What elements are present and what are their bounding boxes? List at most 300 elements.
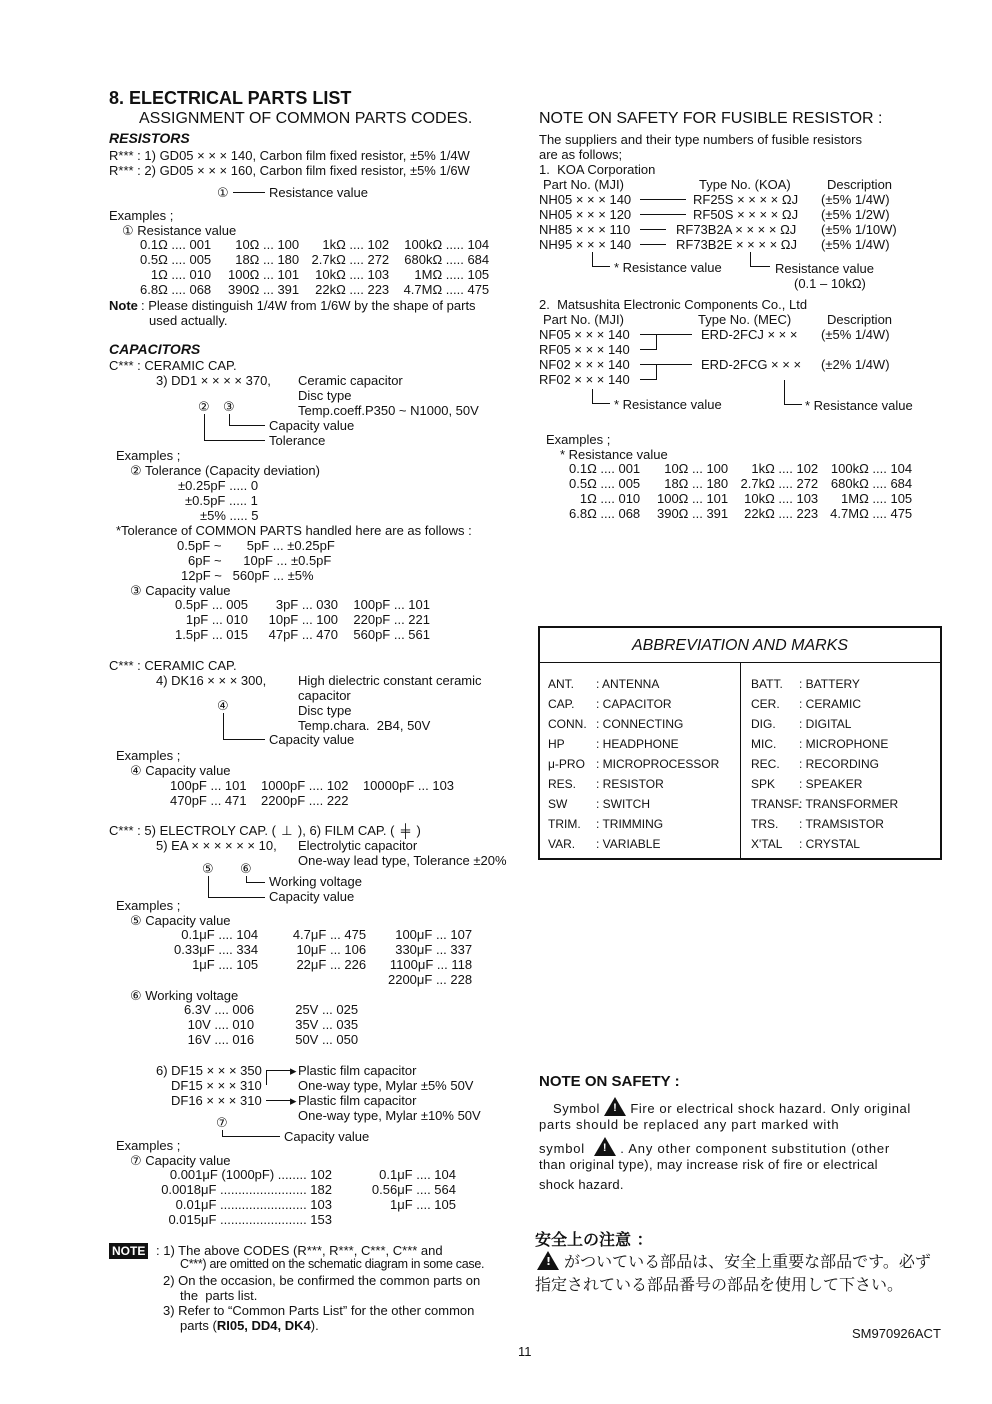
table-row xyxy=(565,461,916,476)
mat-col-part: Part No. (MJI) xyxy=(543,312,624,327)
table-cell: 2.7kΩ .... 272 xyxy=(740,476,819,491)
leader-line xyxy=(784,380,785,404)
text: parts ( xyxy=(180,1318,217,1333)
table-row xyxy=(136,267,493,282)
abbreviation-row xyxy=(548,774,719,794)
arrow-line xyxy=(640,214,686,215)
table-row xyxy=(136,237,493,252)
note-line-3b xyxy=(180,1318,319,1333)
ea-desc: Electrolytic capacitor xyxy=(298,838,418,853)
abbreviation-meaning: : RESISTOR xyxy=(596,777,664,791)
abbreviation-meaning: : DIGITAL xyxy=(799,717,852,731)
electrolytic-cap-icon: ⊥ xyxy=(281,823,293,838)
subtitle: ASSIGNMENT OF COMMON PARTS CODES. xyxy=(139,110,473,127)
table-cell xyxy=(336,1212,460,1227)
df-desc: One-way type, Mylar ±5% 50V xyxy=(298,1078,474,1093)
table-cell: 22kΩ .... 223 xyxy=(744,506,819,521)
table-cell: 0.1μF .... 104 xyxy=(181,927,259,942)
ea-code: 5) EA × × × × × × 10, xyxy=(156,838,277,853)
common-row: 0.5pF ~ 5pF ... ±0.25pF xyxy=(177,538,335,553)
mat-part: NF02 × × × 140 xyxy=(539,357,630,372)
safety-heading: NOTE ON SAFETY : xyxy=(539,1073,680,1090)
abbreviation-meaning: : BATTERY xyxy=(799,677,860,691)
table-row xyxy=(170,942,476,957)
arrow-icon: ▸ xyxy=(290,1093,297,1108)
abbreviation-key: SW xyxy=(548,797,568,811)
abbreviation-row xyxy=(751,734,898,754)
table-cell: 2.7kΩ .... 272 xyxy=(311,252,390,267)
resistor-line-1: R*** : 1) GD05 × × × 140, Carbon film fixed resistor, ±5% 1/4W xyxy=(109,148,470,163)
working-voltage-label: Working voltage xyxy=(269,874,362,889)
koa-type: RF73B2A × × × × ΩJ xyxy=(676,222,797,237)
table-cell: 1100μF ... 118 xyxy=(389,957,473,972)
leader-line xyxy=(229,425,265,426)
table-row xyxy=(565,476,916,491)
marker-1: ① xyxy=(217,185,229,200)
leader-line xyxy=(750,266,770,267)
resistor-line-2: R*** : 2) GD05 × × × 160, Carbon film fixed resistor, ±5% 1/6W xyxy=(109,163,470,178)
safety-line-2: parts should be replaced any part marked with xyxy=(539,1117,840,1132)
table-cell: 10Ω ... 100 xyxy=(235,237,300,252)
table-cell: 1kΩ .... 102 xyxy=(322,237,390,252)
examples-label: Examples ; xyxy=(546,432,611,447)
table-cell: 50V ... 050 xyxy=(295,1032,359,1047)
abbreviation-key: X'TAL xyxy=(751,837,783,851)
film-cap-icon: ╪ xyxy=(400,823,411,838)
table-cell: 1.5pF ... 015 xyxy=(175,627,248,642)
leader-line xyxy=(592,389,593,403)
table-cell: 390Ω ... 391 xyxy=(656,506,729,521)
table-cell: 100kΩ .... 104 xyxy=(830,461,913,476)
abbreviation-key: SPK xyxy=(751,777,776,791)
df-desc: Plastic film capacitor xyxy=(298,1063,417,1078)
abbreviation-key: REC. xyxy=(751,757,780,771)
note-text-2: used actually. xyxy=(149,313,228,328)
table-cell: 10V .... 010 xyxy=(187,1017,255,1032)
koa-type: RF50S × × × × ΩJ xyxy=(693,207,799,222)
leader-line xyxy=(233,192,265,193)
mat-resistance-label-2: * Resistance value xyxy=(805,398,913,413)
abbreviation-row xyxy=(548,814,719,834)
fusible-intro: The suppliers and their type numbers of fusible resistors xyxy=(539,132,862,147)
electrolytic-capacity-table xyxy=(170,927,476,987)
table-cell: 680kΩ ..... 684 xyxy=(404,252,490,267)
note-tag xyxy=(109,1242,148,1260)
table-cell: 6.3V .... 006 xyxy=(184,1002,255,1017)
example-heading: ① Resistance value xyxy=(122,223,237,238)
leader-line xyxy=(266,1100,290,1101)
abbreviation-key: MIC. xyxy=(751,737,777,751)
table-cell: 0.56μF .... 564 xyxy=(371,1182,456,1197)
note-line-2: 2) On the occasion, be confirmed the common parts on xyxy=(163,1273,481,1288)
table-row xyxy=(168,597,434,612)
leader-line xyxy=(750,252,751,266)
leader-line xyxy=(223,739,265,740)
warning-mark: ! xyxy=(613,1102,618,1114)
abbreviation-row xyxy=(751,694,898,714)
koa-desc: (±5% 1/2W) xyxy=(821,207,890,222)
jp-safety-line-1 xyxy=(537,1249,931,1272)
abbreviation-list-left xyxy=(548,674,719,854)
ceramic-cap-heading: C*** : CERAMIC CAP. xyxy=(109,358,237,373)
warning-icon xyxy=(594,1137,616,1156)
examples-label: Examples ; xyxy=(109,208,174,223)
table-cell: 10Ω ... 100 xyxy=(664,461,729,476)
abbreviation-meaning: : HEADPHONE xyxy=(596,737,679,751)
table-row xyxy=(565,491,916,506)
abbreviation-row xyxy=(548,674,719,694)
table-cell: 220pF ... 221 xyxy=(353,612,430,627)
safety-line-1 xyxy=(553,1097,911,1116)
table-cell: 1μF .... 105 xyxy=(192,957,259,972)
koa-resistance-range: (0.1 – 10kΩ) xyxy=(794,276,866,291)
leader-line xyxy=(592,403,610,404)
table-cell: 22kΩ .... 223 xyxy=(315,282,390,297)
abbreviation-meaning: : MICROPROCESSOR xyxy=(596,757,720,771)
table-cell: 10pF ... 100 xyxy=(268,612,338,627)
table-cell: 100Ω ... 101 xyxy=(656,491,729,506)
abbreviation-meaning: : MICROPHONE xyxy=(799,737,889,751)
mat-part: RF02 × × × 140 xyxy=(539,372,630,387)
koa-desc: (±5% 1/4W) xyxy=(821,237,890,252)
safety-line-5: shock hazard. xyxy=(539,1177,624,1192)
table-cell: 0.33μF .... 334 xyxy=(174,942,259,957)
abbreviation-key: CAP. xyxy=(548,697,575,711)
tolerance-row: ±0.25pF ..... 0 xyxy=(178,478,259,493)
safety-line-3 xyxy=(539,1137,890,1156)
koa-col-type: Type No. (KOA) xyxy=(699,177,791,192)
ea-desc: One-way lead type, Tolerance ±20% xyxy=(298,853,507,868)
table-cell: 100Ω ... 101 xyxy=(227,267,300,282)
mat-resistance-label: * Resistance value xyxy=(614,397,722,412)
abbreviation-meaning: : TRANSFORMER xyxy=(799,797,899,811)
abbreviation-row xyxy=(548,714,719,734)
marker-2: ② xyxy=(198,399,210,414)
table-cell: 1MΩ ..... 105 xyxy=(414,267,490,282)
capacity-table xyxy=(168,597,434,642)
dd1-desc-2: Disc type xyxy=(298,388,352,403)
tolerance-row: ±5% ..... 5 xyxy=(200,508,259,523)
leader-line xyxy=(246,882,265,883)
table-cell: 4.7μF ... 475 xyxy=(292,927,367,942)
abbreviation-key: ANT. xyxy=(548,677,575,691)
table-row xyxy=(168,627,434,642)
examples-label: Examples ; xyxy=(116,898,181,913)
table-cell: 10kΩ .... 103 xyxy=(744,491,819,506)
text: . Any other component substitution (other xyxy=(620,1141,891,1156)
table-cell: 35V ... 035 xyxy=(295,1017,359,1032)
leader-line xyxy=(784,404,802,405)
note-line-3: 3) Refer to “Common Parts List” for the other common xyxy=(163,1303,475,1318)
arrow-line xyxy=(640,199,686,200)
divider xyxy=(740,662,741,858)
table-row xyxy=(150,1212,460,1227)
common-row: 12pF ~ 560pF ... ±5% xyxy=(181,568,314,583)
dk16-desc: High dielectric constant ceramic xyxy=(298,673,482,688)
df-desc: One-way type, Mylar ±10% 50V xyxy=(298,1108,481,1123)
table-cell: 1MΩ .... 105 xyxy=(841,491,913,506)
abbreviation-meaning: : SWITCH xyxy=(596,797,650,811)
fusible-intro-2: are as follows; xyxy=(539,147,623,162)
table-cell: 100pF ... 101 xyxy=(353,597,430,612)
abbreviation-meaning: : CAPACITOR xyxy=(596,697,672,711)
text: Symbol xyxy=(553,1101,600,1116)
leader-line xyxy=(223,713,224,739)
abbreviation-title: ABBREVIATION AND MARKS xyxy=(540,628,940,663)
abbreviation-list-right xyxy=(751,674,898,854)
note-label: Note xyxy=(109,298,138,313)
koa-type: RF25S × × × × ΩJ xyxy=(693,192,799,207)
abbreviation-key: CER. xyxy=(751,697,780,711)
marker-3: ③ xyxy=(223,399,235,414)
table-cell: 18Ω ... 180 xyxy=(235,252,300,267)
fusible-heading: NOTE ON SAFETY FOR FUSIBLE RESISTOR : xyxy=(539,110,883,127)
koa-col-desc: Description xyxy=(827,177,893,192)
abbreviation-key: VAR. xyxy=(548,837,576,851)
leader-line xyxy=(204,440,265,441)
table-cell: 6.8Ω .... 068 xyxy=(140,282,212,297)
common-row: 6pF ~ 10pF ... ±0.5pF xyxy=(188,553,332,568)
table-cell: 0.0018μF ........................ 182 xyxy=(161,1182,332,1197)
electrolytic-heading xyxy=(109,823,421,838)
tolerance-heading: ② Tolerance (Capacity deviation) xyxy=(130,463,320,478)
table-cell: 0.5pF ... 005 xyxy=(175,597,248,612)
dd1-desc-1: Ceramic capacitor xyxy=(298,373,403,388)
examples-label: Examples ; xyxy=(116,1138,181,1153)
note-line-1b: C***) are omitted on the schematic diagram in some case. xyxy=(180,1257,485,1271)
df-code: DF15 × × × 310 xyxy=(171,1078,262,1093)
tolerance-label: Tolerance xyxy=(269,433,326,448)
capacity-value-label: Capacity value xyxy=(269,418,355,433)
warning-mark: ! xyxy=(602,1142,608,1154)
table-cell: 0.1Ω .... 001 xyxy=(569,461,641,476)
table-cell: 10kΩ .... 103 xyxy=(315,267,390,282)
resistors-heading: RESISTORS xyxy=(109,130,190,146)
tolerance-row: ±0.5pF ..... 1 xyxy=(185,493,258,508)
mat-desc-2: (±2% 1/4W) xyxy=(821,357,890,372)
table-cell: 0.1μF .... 104 xyxy=(379,1167,456,1182)
table-cell: 1kΩ .... 102 xyxy=(751,461,819,476)
capacity-heading-5: ⑤ Capacity value xyxy=(130,913,231,928)
abbreviation-key: DIG. xyxy=(751,717,776,731)
table-cell: 0.015μF ........................ 153 xyxy=(168,1212,332,1227)
abbreviation-row xyxy=(751,674,898,694)
leader-line xyxy=(208,876,209,897)
leader-line xyxy=(592,252,593,266)
arrow-line xyxy=(640,229,666,230)
capacity-value-label: Capacity value xyxy=(284,1129,370,1144)
table-cell: 0.1Ω .... 001 xyxy=(140,237,212,252)
bracket-line xyxy=(656,364,657,379)
abbreviation-meaning: : ANTENNA xyxy=(596,677,660,691)
dd1-code: 3) DD1 × × × × 370, xyxy=(156,373,271,388)
koa-desc: (±5% 1/10W) xyxy=(821,222,897,237)
jp-safety-heading: 安全上の注意 ： xyxy=(535,1230,653,1249)
electrolytic-heading-text: C*** : 5) ELECTROLY CAP. ( xyxy=(109,823,276,838)
table-row xyxy=(150,1167,460,1182)
examples-label: Examples ; xyxy=(116,448,181,463)
leader-line xyxy=(229,414,230,425)
koa-resistance-label-2: Resistance value xyxy=(775,261,874,276)
resistor-code-table xyxy=(136,237,493,297)
mat-part: RF05 × × × 140 xyxy=(539,342,630,357)
abbreviation-row xyxy=(548,694,719,714)
abbreviation-key: μ-PRO xyxy=(548,757,585,771)
abbreviation-meaning: : TRIMMING xyxy=(596,817,664,831)
table-cell: 0.5Ω .... 005 xyxy=(140,252,212,267)
table-cell: 4.7MΩ ..... 475 xyxy=(403,282,490,297)
working-voltage-heading: ⑥ Working voltage xyxy=(130,988,239,1003)
page-title: 8. ELECTRICAL PARTS LIST xyxy=(109,88,352,108)
table-cell: 1Ω .... 010 xyxy=(150,267,212,282)
capacitors-heading: CAPACITORS xyxy=(109,341,201,357)
table-cell: 2200μF ... 228 xyxy=(387,972,473,987)
abbreviation-key: TRS. xyxy=(751,817,779,831)
koa-part: NH85 × × × 110 xyxy=(539,222,631,237)
abbreviation-box xyxy=(538,626,942,860)
table-cell: 560pF ... 561 xyxy=(353,627,430,642)
table-cell: 16V .... 016 xyxy=(187,1032,255,1047)
table-row xyxy=(170,927,476,942)
safety-line-4: than original type), may increase risk of fire or electrical xyxy=(539,1157,878,1172)
mat-type-1: ERD-2FCJ × × × xyxy=(701,327,798,342)
table-row xyxy=(180,1017,362,1032)
mat-desc-1: (±5% 1/4W) xyxy=(821,327,890,342)
koa-desc: (±5% 1/4W) xyxy=(821,192,890,207)
examples-label: Examples ; xyxy=(116,748,181,763)
text: がついている部品は、安全上重要な部品です。必ず xyxy=(564,1252,931,1271)
table-cell: 18Ω ... 180 xyxy=(664,476,729,491)
bracket-line xyxy=(640,334,692,335)
abbreviation-row xyxy=(751,834,898,854)
note-text: : Please distinguish 1/4W from 1/6W by the shape of parts xyxy=(141,298,476,313)
table-row xyxy=(136,282,493,297)
table-row xyxy=(150,1197,460,1212)
abbreviation-row xyxy=(548,734,719,754)
bracket-line xyxy=(640,349,657,350)
marker-6: ⑥ xyxy=(240,861,252,876)
arrow-icon: ▸ xyxy=(290,1063,297,1078)
table-cell xyxy=(262,972,370,987)
table-cell: 47pF ... 470 xyxy=(268,627,338,642)
table-cell: 0.5Ω .... 005 xyxy=(569,476,641,491)
table-cell: 0.01μF ........................ 103 xyxy=(175,1197,332,1212)
table-cell: 1Ω .... 010 xyxy=(579,491,641,506)
leader-line xyxy=(208,897,265,898)
bracket-line xyxy=(640,379,657,380)
example-heading: * Resistance value xyxy=(560,447,668,462)
table-cell: 22μF ... 226 xyxy=(296,957,367,972)
fusible-code-table xyxy=(565,461,916,521)
capacity-row: 470pF ... 471 2200pF .... 222 xyxy=(170,793,349,808)
table-row xyxy=(150,1182,460,1197)
marker-7: ⑦ xyxy=(216,1115,228,1130)
table-cell: 25V ... 025 xyxy=(295,1002,359,1017)
document-code: SM970926ACT xyxy=(852,1326,941,1341)
resistance-value-label: Resistance value xyxy=(269,185,368,200)
table-cell: 390Ω ... 391 xyxy=(227,282,300,297)
table-cell: 330μF ... 337 xyxy=(395,942,473,957)
capacity-heading: ③ Capacity value xyxy=(130,583,231,598)
common-parts-note: *Tolerance of COMMON PARTS handled here are as follows : xyxy=(116,523,472,538)
marker-5: ⑤ xyxy=(202,861,214,876)
table-cell: 100kΩ ..... 104 xyxy=(404,237,490,252)
table-cell: 1pF ... 010 xyxy=(185,612,248,627)
mat-col-desc: Description xyxy=(827,312,893,327)
abbreviation-row xyxy=(751,754,898,774)
note-line-1: : 1) The above CODES (R***, R***, C***, C*** and xyxy=(156,1243,443,1258)
table-cell: 680kΩ .... 684 xyxy=(830,476,913,491)
bracket-line xyxy=(640,364,692,365)
abbreviation-meaning: : SPEAKER xyxy=(799,777,863,791)
mat-type-2: ERD-2FCG × × × xyxy=(701,357,802,372)
dk16-code: 4) DK16 × × × 300, xyxy=(156,673,267,688)
koa-resistance-label: * Resistance value xyxy=(614,260,722,275)
matsushita-heading: 2. Matsushita Electronic Components Co., Ltd xyxy=(539,297,808,312)
koa-part: NH05 × × × 120 xyxy=(539,207,632,222)
table-cell: 4.7MΩ .... 475 xyxy=(830,506,913,521)
capacity-row: 100pF ... 101 1000pF .... 102 10000pF ... 103 xyxy=(170,778,455,793)
leader-line xyxy=(266,1070,290,1071)
abbreviation-meaning: : CRYSTAL xyxy=(799,837,860,851)
arrow-line xyxy=(640,244,666,245)
abbreviation-meaning: : VARIABLE xyxy=(596,837,661,851)
table-cell: 3pF ... 030 xyxy=(275,597,338,612)
note-tag-text: NOTE xyxy=(109,1243,148,1259)
table-row xyxy=(180,1032,362,1047)
leader-line xyxy=(592,266,610,267)
abbreviation-key: CONN. xyxy=(548,717,587,731)
table-cell: 10μF ... 106 xyxy=(296,942,367,957)
codes: RI05, DD4, DK4 xyxy=(216,1318,311,1333)
table-cell xyxy=(170,972,262,987)
abbreviation-key: TRANSF. xyxy=(751,797,802,811)
koa-part: NH95 × × × 140 xyxy=(539,237,632,252)
abbreviation-row xyxy=(548,834,719,854)
abbreviation-row xyxy=(548,754,719,774)
table-row xyxy=(170,972,476,987)
note-line-2b: the parts list. xyxy=(180,1288,258,1303)
df-code: 6) DF15 × × × 350 xyxy=(156,1063,262,1078)
ceramic-cap-heading-2: C*** : CERAMIC CAP. xyxy=(109,658,237,673)
dd1-desc-3: Temp.coeff.P350 ~ N1000, 50V xyxy=(298,403,479,418)
leader-line xyxy=(222,1136,280,1137)
capacity-value-label: Capacity value xyxy=(269,732,355,747)
abbreviation-meaning: : RECORDING xyxy=(799,757,880,771)
abbreviation-meaning: : TRAMSISTOR xyxy=(799,817,884,831)
table-cell: 6.8Ω .... 068 xyxy=(569,506,641,521)
table-row xyxy=(565,506,916,521)
abbreviation-row xyxy=(751,814,898,834)
film-cap-text: ), 6) FILM CAP. ( xyxy=(297,823,395,838)
abbreviation-key: BATT. xyxy=(751,677,783,691)
table-row xyxy=(168,612,434,627)
capacity-heading-7: ⑦ Capacity value xyxy=(130,1153,231,1168)
table-row xyxy=(136,252,493,267)
warning-mark: ! xyxy=(546,1255,552,1268)
abbreviation-row xyxy=(751,774,898,794)
film-capacity-table xyxy=(150,1167,460,1227)
table-row xyxy=(170,957,476,972)
table-cell: 0.001μF (1000pF) ........ 102 xyxy=(169,1167,332,1182)
dk16-desc: Disc type xyxy=(298,703,352,718)
working-voltage-table xyxy=(180,1002,362,1047)
dk16-desc: Temp.chara. 2B4, 50V xyxy=(298,718,431,733)
page-number: 11 xyxy=(518,1344,532,1359)
abbreviation-row xyxy=(548,794,719,814)
warning-icon xyxy=(537,1251,559,1270)
abbreviation-meaning: : CERAMIC xyxy=(799,697,862,711)
